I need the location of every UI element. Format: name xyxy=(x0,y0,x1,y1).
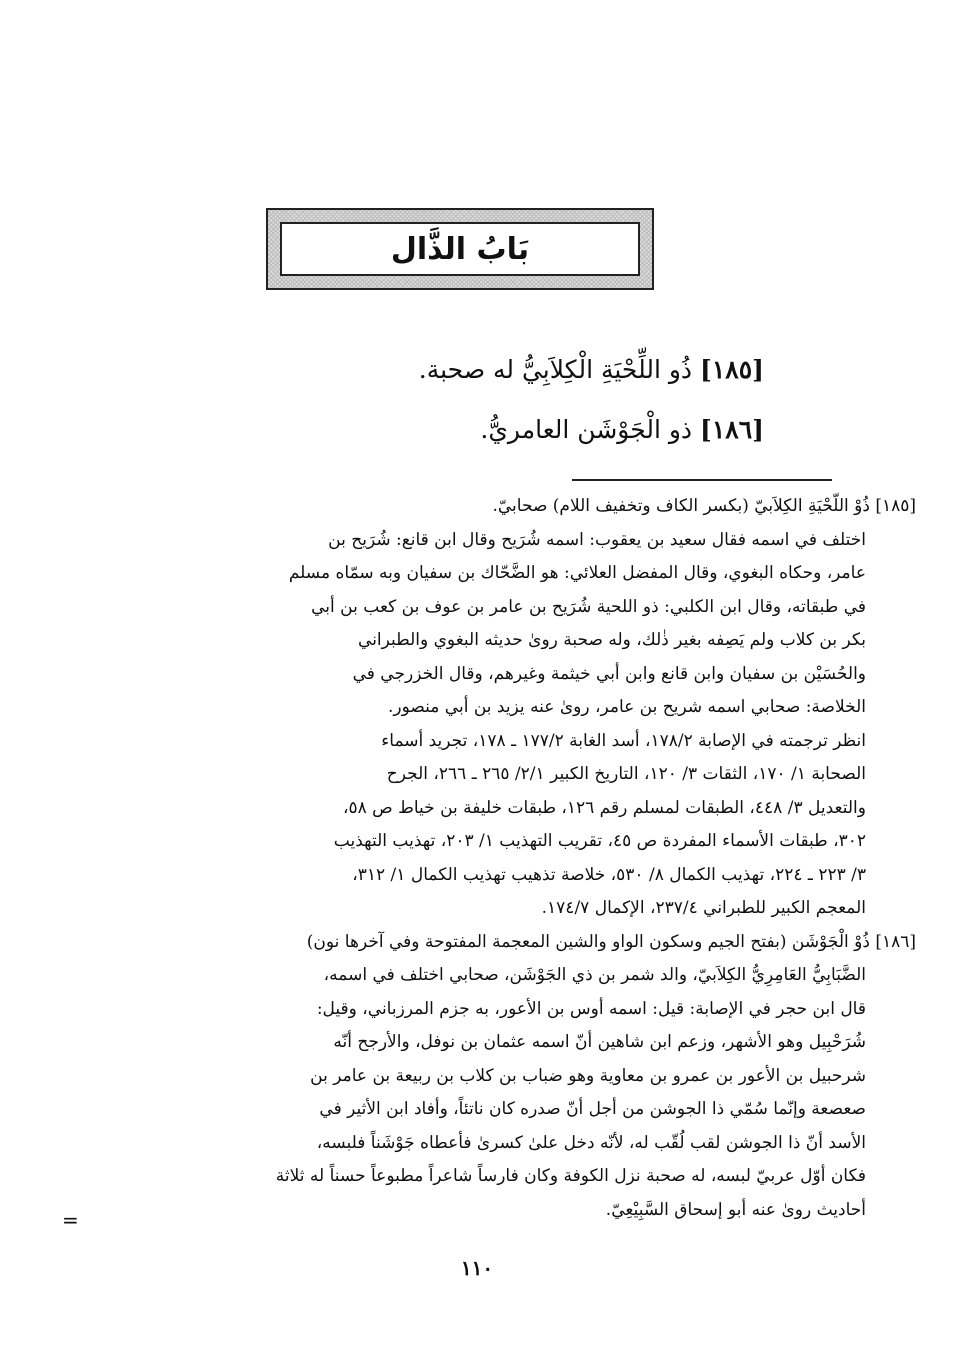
text-line: المعجم الكبير للطبراني ٢٣٧/٤، الإكمال ١٧٤/٧. xyxy=(541,898,866,918)
footnote-185-paragraph-2 xyxy=(90,725,866,926)
text-line: عامر، وحكاه البغوي، وقال المفضل العلائي: هو الضَّحّاك بن سفيان وبه سمّاه مسلم xyxy=(288,563,866,583)
footnote-head-text: ذُوْ الْجَوْشَن (بفتح الجيم وسكون الواو والشين المعجمة المفتوحة وفي آخرها نون) xyxy=(306,931,870,952)
continuation-mark: = xyxy=(62,1208,79,1232)
text-line: اختلف في اسمه فقال سعيد بن يعقوب: اسمه شُرَيح وقال ابن قانع: شُرَيح بن xyxy=(328,529,866,550)
entry-186 xyxy=(419,400,764,460)
text-line: شُرَحْبِيل وهو الأشهر، وزعم ابن شاهين أنّ اسمه عثمان بن نوفل، والأرجح أنّه xyxy=(333,1032,866,1052)
footnote-separator xyxy=(572,479,832,481)
footnote-186-head-continued xyxy=(90,959,866,993)
page-number: ١١٠ xyxy=(460,1256,494,1280)
entry-text: ذُو اللِّحْيَةِ الْكِلاَبِيُّ له صحبة. xyxy=(418,355,693,384)
entries-list xyxy=(419,340,764,460)
entry-number: [١٨٦] xyxy=(700,415,764,444)
footnote-number: [١٨٦] xyxy=(875,931,916,952)
text-line: ٣٠٢، طبقات الأسماء المفردة ص ٤٥، تقريب التهذيب ١/ ٢٠٣، تهذيب التهذيب xyxy=(333,831,866,851)
text-line: انظر ترجمته في الإصابة ١٧٨/٢، أسد الغابة ١٧٧/٢ ـ ١٧٨، تجريد أسماء xyxy=(381,730,866,751)
text-line: صعصعة وإنّما سُمّي ذا الجوشن من أجل أنّ صدره كان ناتئاً، وأفاد ابن الأثير في xyxy=(319,1099,866,1119)
text-line: الخلاصة: صحابي اسمه شريح بن عامر، روىٰ عنه يزيد بن أبي منصور. xyxy=(388,697,866,717)
text-line: فكان أوّل عربيّ لبسه، له صحبة نزل الكوفة وكان فارساً شاعراً مطبوعاً حسناً له ثلاثة xyxy=(275,1166,866,1186)
text-line: والحُسَيْن بن سفيان وابن قانع وابن أبي خيثمة وغيرهم، وقال الخزرجي في xyxy=(352,663,866,684)
entry-185 xyxy=(419,340,764,400)
text-line: الصحابة ١/ ١٧٠، الثقات ٣/ ١٢٠، التاريخ الكبير ٢/١/ ٢٦٥ ـ ٢٦٦، الجرح xyxy=(386,764,866,784)
footnote-186-head xyxy=(90,926,916,960)
footnote-number: [١٨٥] xyxy=(875,496,916,516)
footnote-186-paragraph-1 xyxy=(90,993,866,1228)
text-line: الضَّبَابِيُّ العَامِرِيُّ الكِلاَبيّ، والد شمر بن ذي الجَوْشَن، صحابي اختلف في اسمه، xyxy=(323,965,866,985)
footnote-head-text: ذُوْ اللّحْيَةِ الكِلاَبيّ (بكسر الكاف وتخفيف اللام) صحابيّ. xyxy=(492,496,870,516)
text-line: في طبقاته، وقال ابن الكلبي: ذو اللحية شُرَيح بن عامر بن عوف بن كعب بن أبي xyxy=(311,596,866,617)
text-line: والتعديل ٣/ ٤٤٨، الطبقات لمسلم رقم ١٢٦، طبقات خليفة بن خياط ص ٥٨، xyxy=(343,797,866,818)
text-line: بكر بن كلاب ولم يَصِفه بغير ذٰلك، وله صحبة روىٰ حديثه البغوي والطبراني xyxy=(358,630,866,650)
text-line: قال ابن حجر في الإصابة: قيل: اسمه أوس بن الأعور، به جزم المرزباني، وقيل: xyxy=(316,998,866,1019)
entry-number: [١٨٥] xyxy=(700,355,764,384)
chapter-header-frame xyxy=(266,208,654,290)
chapter-header-inner xyxy=(280,222,640,276)
text-line: شرحبيل بن الأعور بن عمرو بن معاوية وهو ضباب بن كلاب بن ربيعة بن عامر بن xyxy=(310,1065,866,1086)
footnotes xyxy=(90,490,916,1227)
entry-text: ذو الْجَوْشَن العامريُّ. xyxy=(480,415,693,444)
text-line: الأسد أنّ ذا الجوشن لقب لُقّب له، لأنّه دخل علىٰ كسرىٰ فأعطاه جَوْشَناً فلبسه، xyxy=(316,1132,866,1153)
footnote-185-head xyxy=(90,490,916,524)
chapter-title: بَابُ الذَّال xyxy=(390,231,530,267)
text-line: أحاديث روىٰ عنه أبو إسحاق السَّبِيْعِيّ. xyxy=(605,1199,866,1220)
text-line: ٣/ ٢٢٣ ـ ٢٢٤، تهذيب الكمال ٨/ ٥٣٠، خلاصة تذهيب تهذيب الكمال ١/ ٣١٢، xyxy=(352,864,866,885)
footnote-185-paragraph-1 xyxy=(90,524,866,725)
